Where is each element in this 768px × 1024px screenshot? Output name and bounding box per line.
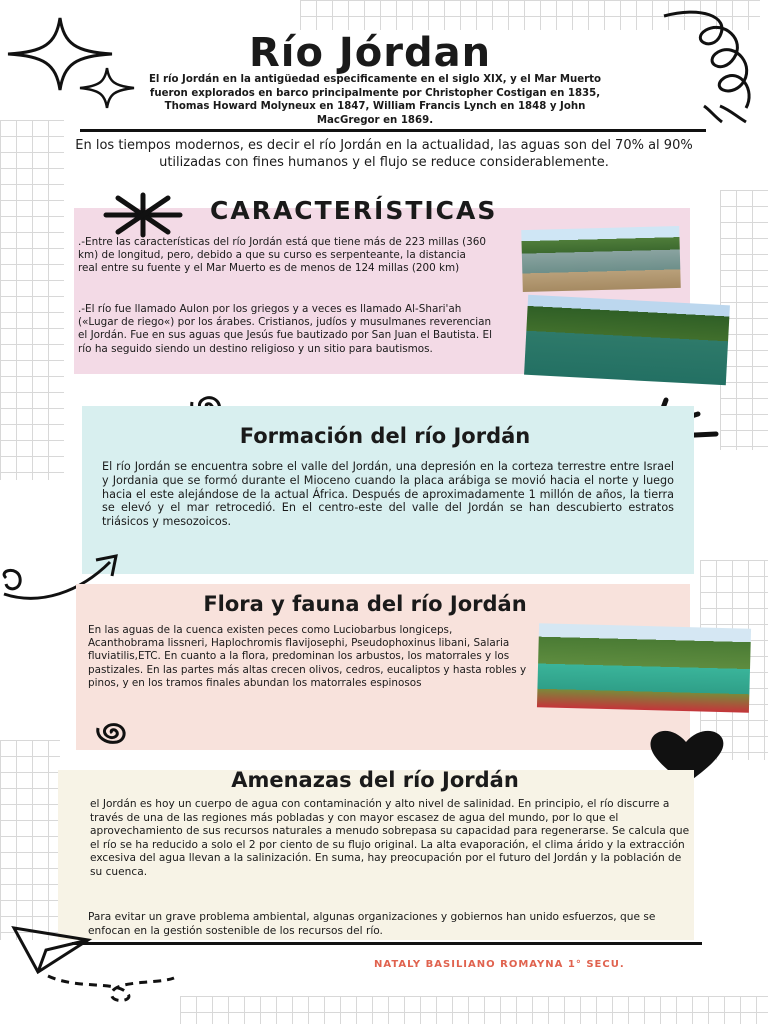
amenazas-title: Amenazas del río Jordán bbox=[231, 768, 519, 792]
river-photo bbox=[521, 226, 681, 292]
page-title: Río Jórdan bbox=[248, 30, 492, 76]
grid-pattern-left bbox=[0, 120, 64, 480]
baptism-photo bbox=[524, 295, 730, 385]
flora-title: Flora y fauna del río Jordán bbox=[203, 592, 527, 616]
grid-pattern-bottom-left bbox=[0, 740, 60, 940]
header-divider bbox=[80, 129, 706, 132]
paper-plane-icon bbox=[8, 920, 178, 1004]
caracteristicas-title: CARACTERÍSTICAS bbox=[210, 196, 498, 225]
formacion-paragraph: El río Jordán se encuentra sobre el valle del Jordán, una depresión en la corteza terrestre entre Israel y Jordania que se formó durante el Mioceno cuando la placa arábiga se movió hacia el norte y luego hacia el este alejándose de la actual África. Después de aproximadamente 1 millón de años, la tierra se elevó y el mar retrocedió. En el centro-este del valle del Jordán se han descubierto estratos triásicos y mesozoicos. bbox=[102, 460, 674, 529]
spring-coil-icon bbox=[660, 6, 760, 126]
asterisk-icon bbox=[100, 192, 186, 238]
modern-paragraph: En los tiempos modernos, es decir el río Jordán en la actualidad, las aguas son del 70% al 90% utilizadas con fines humanos y el flujo se reduce considerablemente. bbox=[75, 138, 693, 170]
caracteristicas-paragraph-1: .-Entre las características del río Jordán está que tiene más de 223 millas (360 km) de longitud, pero, debido a que su curso es serpenteante, la distancia real entre su fuente y el Mar Muerto es de menos de 124 millas (200 km) bbox=[78, 236, 487, 275]
swirl-icon-small bbox=[90, 720, 134, 746]
caracteristicas-paragraph-2: .-El río fue llamado Aulon por los griegos y a veces es llamado Al-Shari'ah («Lugar de riego«) por los árabes. Cristianos, judíos y musulmanes reverencian el Jordán. Fue en sus aguas que Jesús fue bautizado por San Juan el Bautista. El río ha seguido siendo un destino religioso y un sitio para bautismos. bbox=[78, 303, 492, 355]
grid-pattern-bottom bbox=[180, 996, 768, 1024]
small-sparkle-icon bbox=[78, 66, 136, 110]
intro-paragraph: El río Jordán en la antigüedad especificamente en el siglo XIX, y el Mar Muerto fueron explorados en barco principalmente por Christopher Costigan en 1835, Thomas Howard Molyneux en 1847, William Francis Lynch en 1848 y John MacGregor en 1869. bbox=[148, 74, 602, 126]
flora-paragraph: En las aguas de la cuenca existen peces como Luciobarbus longiceps, Acanthobrama lissneri, Haplochromis flavijosephi, Pseudophoxinus libani, Salaria fluviatilis,ETC. En cuanto a la flora, predominan los arbustos, los matorrales y los pastizales. En las partes más altas crecen olivos, cedros, eucaliptos y hasta robles y pinos, y en los tramos finales abundan los matorrales espinosos bbox=[88, 624, 527, 689]
author-credit: NATALY BASILIANO ROMAYNA 1° SECU. bbox=[374, 959, 625, 970]
green-river-photo bbox=[537, 623, 751, 713]
amenazas-paragraph: el Jordán es hoy un cuerpo de agua con contaminación y alto nivel de salinidad. En principio, el río discurre a través de una de las regiones más pobladas y con mayor escasez de agua del mundo, por lo que el aprovechamiento de sus recursos naturales a menudo sobrepasa su capacidad para regenerarse. Se calcula que el río se ha reducido a solo el 2 por ciento de su flujo original. La alta evaporación, el clima árido y la extracción excesiva del agua llevan a la salinización. En suma, hay preocupación por el futuro del Jordán y la población de su cuenca. bbox=[90, 798, 690, 878]
amenazas-paragraph-2: Para evitar un grave problema ambiental, algunas organizaciones y gobiernos han unido esfuerzos, que se enfocan en la gestión sostenible de los recursos del río. bbox=[88, 911, 656, 937]
formacion-title: Formación del río Jordán bbox=[239, 424, 531, 448]
